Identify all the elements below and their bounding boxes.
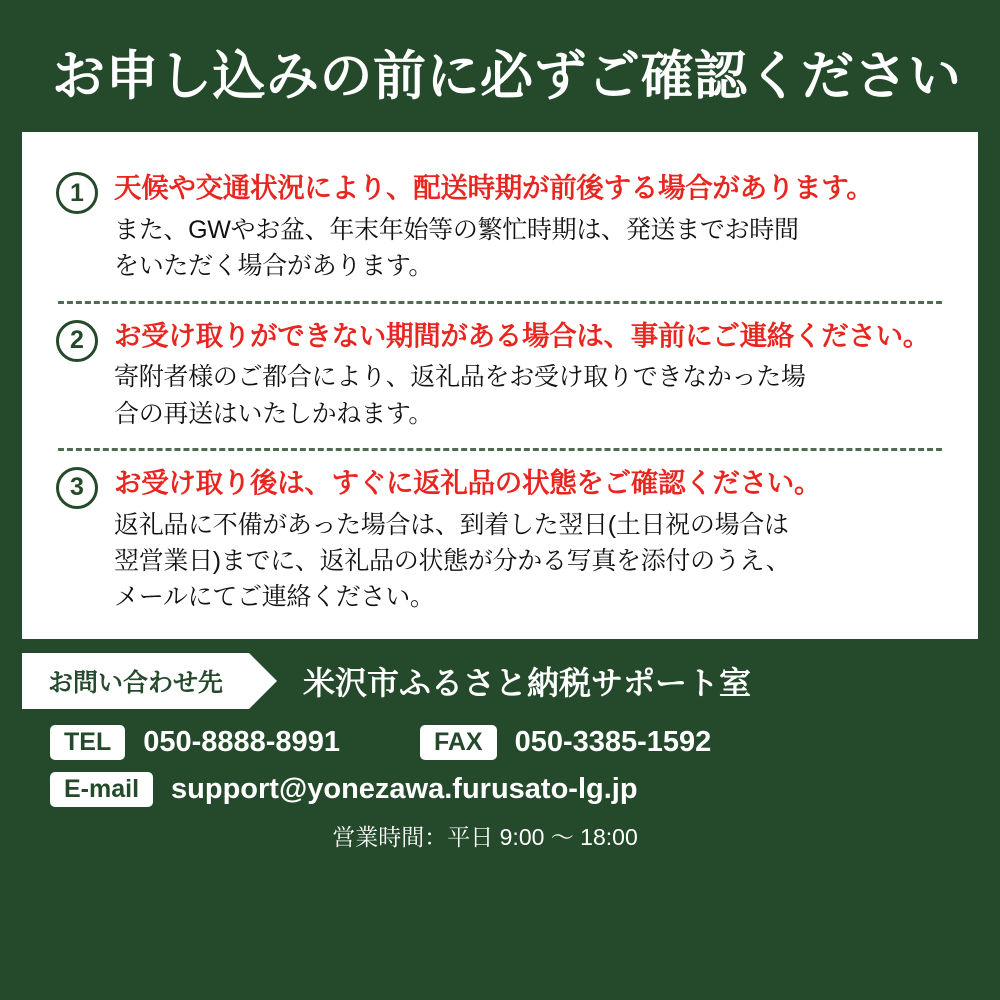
- business-hours: 営業時間：平日 9:00 ～ 18:00: [332, 824, 638, 851]
- contact-header: [22, 653, 978, 709]
- item-body-line: 翌営業日)までに、返礼品の状態が分かる写真を添付のうえ、: [114, 546, 791, 575]
- email-label: E-mail: [50, 772, 153, 807]
- item-number-badge: 1: [56, 172, 98, 214]
- tel-label: TEL: [50, 725, 125, 760]
- list-item: [56, 453, 944, 630]
- item-body-line: をいただく場合があります。: [114, 252, 434, 281]
- contact-row-phone: [50, 725, 978, 760]
- item-body: [114, 359, 944, 432]
- item-body-line: 返礼品に不備があった場合は、到着した翌日(土日祝の場合は: [114, 510, 789, 539]
- item-body-line: メールにてご連絡ください。: [114, 583, 435, 612]
- item-headline: 天候や交通状況により、配送時期が前後する場合があります。: [114, 172, 874, 204]
- item-texts: [114, 170, 944, 284]
- fax-label: FAX: [420, 725, 497, 760]
- tel-value[interactable]: 050-8888-8991: [143, 726, 340, 759]
- item-body: [114, 507, 944, 616]
- contact-row-email: [50, 772, 978, 807]
- item-number-badge: 3: [56, 467, 98, 509]
- contact-office-name: 米沢市ふるさと納税サポート室: [303, 665, 752, 702]
- item-texts: [114, 318, 944, 432]
- list-item: [56, 306, 944, 446]
- item-body-line: 合の再送はいたしかねます。: [114, 399, 434, 428]
- contact-label: お問い合わせ先: [22, 653, 249, 709]
- item-number-badge: 2: [56, 320, 98, 362]
- page-title: お申し込みの前に必ずご確認ください: [52, 47, 962, 106]
- email-value[interactable]: support@yonezawa.furusato-lg.jp: [171, 773, 638, 806]
- item-texts: [114, 465, 944, 616]
- list-item: [56, 158, 944, 298]
- item-headline: お受け取り後は、すぐに返礼品の状態をご確認ください。: [114, 466, 822, 498]
- fax-value: 050-3385-1592: [514, 726, 712, 759]
- dashed-divider: [58, 448, 942, 451]
- contact-details: [22, 725, 978, 807]
- item-body-line: また、GWやお盆、年末年始等の繁忙時期は、発送までお時間: [114, 216, 799, 245]
- item-body: [114, 212, 944, 285]
- notice-card: [22, 132, 978, 639]
- item-headline: お受け取りができない期間がある場合は、事前にご連絡ください。: [114, 319, 930, 351]
- item-body-line: 寄附者様のご都合により、返礼品をお受け取りできなかった場: [114, 363, 806, 392]
- dashed-divider: [58, 301, 942, 304]
